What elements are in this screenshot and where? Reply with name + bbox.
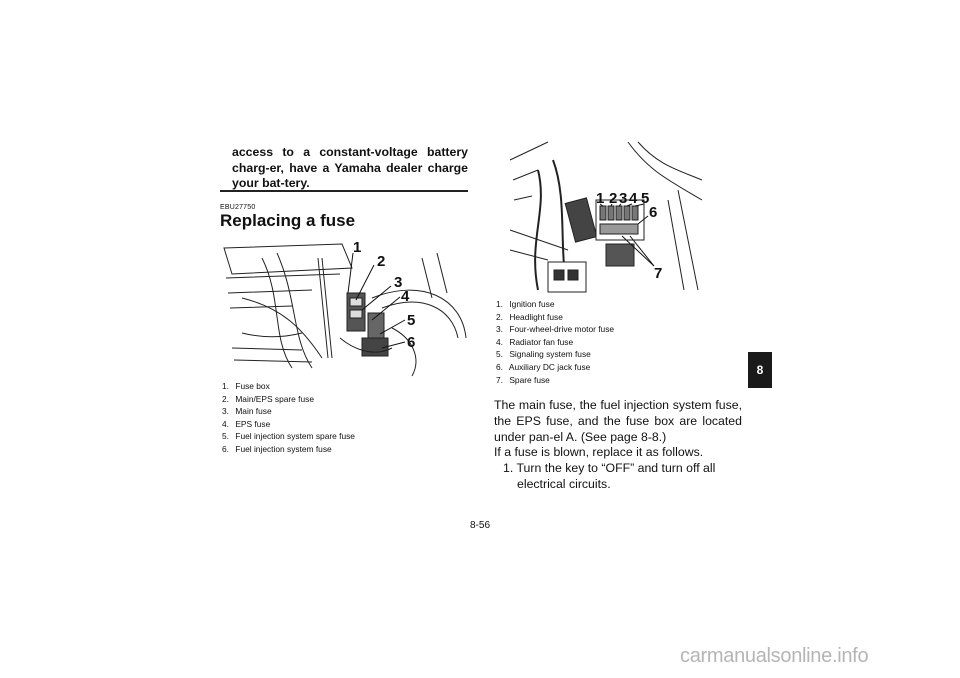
step-1: 1. Turn the key to “OFF” and turn off all electrical circuits. [503,461,716,491]
fig2-callout-4: 4 [629,190,638,207]
fig2-callout-3: 3 [619,190,628,207]
caption-item: 6. Fuel injection system fuse [222,443,332,454]
fuse-box-illustration [222,238,468,378]
warning-rule [220,190,468,192]
caption-item: 3. Four-wheel-drive motor fuse [496,324,615,335]
fig1-callout-2: 2 [377,253,386,270]
caption-item: 3. Main fuse [222,406,272,417]
body-paragraph: If a fuse is blown, replace it as follows. [494,445,704,460]
fuse-panel-illustration [508,140,704,296]
fig2-callout-5: 5 [641,190,650,207]
caption-item: 7. Spare fuse [496,374,550,385]
figure1-captions [222,380,355,456]
caption-item: 2. Main/EPS spare fuse [222,393,314,404]
fig1-callout-6: 6 [407,334,416,351]
fig1-callout-3: 3 [394,274,403,291]
chapter-tab [748,352,772,388]
section-code: EBU27750 [220,204,256,211]
caption-item: 1. Fuse box [222,381,270,391]
caption-item: 4. Radiator fan fuse [496,336,574,347]
fig2-callout-6: 6 [649,204,658,221]
caption-item: 1. Ignition fuse [496,299,555,309]
caption-item: 2. Headlight fuse [496,311,563,322]
caption-item: 5. Signaling system fuse [496,349,591,360]
watermark: carmanualsonline.info [680,645,869,667]
caption-item: 5. Fuel injection system spare fuse [222,431,355,442]
body-text [494,398,742,493]
fig1-callout-4: 4 [401,288,410,305]
caption-item: 6. Auxiliary DC jack fuse [496,361,591,372]
fig2-callout-7: 7 [654,265,663,282]
fig1-callout-1: 1 [353,239,362,256]
figure2-captions [496,298,614,386]
fig2-callout-2: 2 [609,190,618,207]
warning-text: access to a constant-voltage battery charg-er, have a Yamaha dealer charge your bat-tery. [232,145,468,190]
section-heading: Replacing a fuse [220,211,356,230]
body-paragraph: The main fuse, the fuel injection system fuse, the EPS fuse, and the fuse box are located under pan-el A. (See page 8-8.) [494,398,742,444]
fig1-callout-5: 5 [407,312,416,329]
page-number: 8-56 [470,520,491,531]
fig2-callout-1: 1 [596,190,605,207]
chapter-tab-label: 8 [756,363,764,377]
caption-item: 4. EPS fuse [222,418,271,429]
